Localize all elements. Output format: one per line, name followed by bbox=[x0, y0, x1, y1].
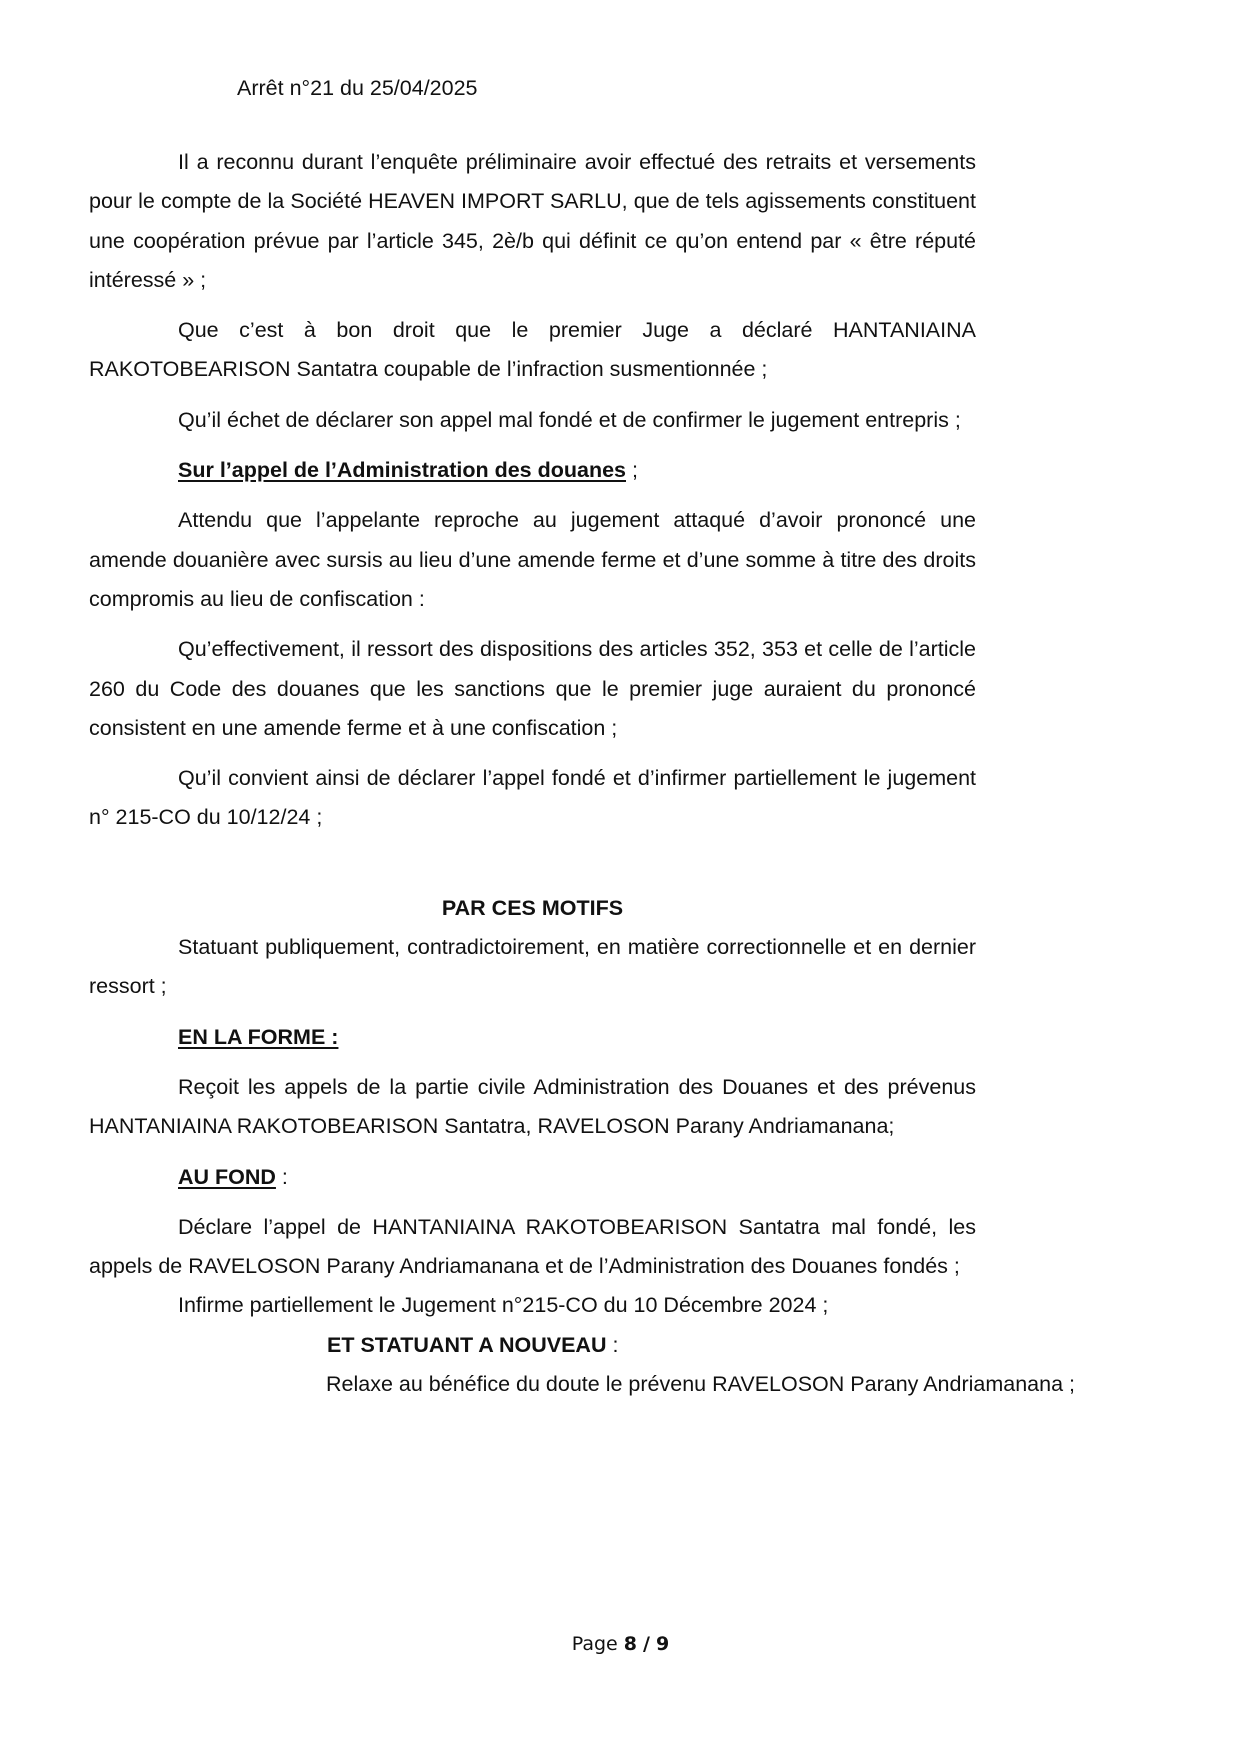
fond-heading-suffix: : bbox=[275, 1164, 288, 1189]
page-label: Page bbox=[571, 1633, 618, 1655]
arret-reference: Arrêt n°21 du 25/04/2025 bbox=[237, 76, 478, 100]
document-body bbox=[89, 143, 1075, 1404]
page-number bbox=[0, 1632, 1241, 1656]
douanes-heading-text: Sur l’appel de l’Administration des douanes bbox=[178, 458, 626, 483]
page-current: 8 bbox=[623, 1633, 637, 1655]
nouveau-heading-suffix: : bbox=[606, 1332, 619, 1357]
paragraph-relaxe: Relaxe au bénéfice du doute le prévenu RAVELOSON Parany Andriamanana ; bbox=[326, 1372, 1075, 1397]
paragraph-enquete: Il a reconnu durant l’enquête préliminaire avoir effectué des retraits et versements pour le compte de la Société HEAVEN IMPORT SARLU, que de tels agissements constituent une coopération prévue par l’article 345, 2è/b qui définit ce qu’on entend par « être réputé intéressé » ; bbox=[89, 150, 976, 292]
page-total: 9 bbox=[656, 1633, 670, 1655]
section-heading-fond bbox=[89, 1158, 976, 1197]
paragraph-appel-mal-fonde: Qu’il échet de déclarer son appel mal fondé et de confirmer le jugement entrepris ; bbox=[178, 407, 961, 432]
douanes-heading-suffix: ; bbox=[626, 458, 638, 483]
section-heading-forme bbox=[89, 1018, 976, 1057]
section-heading-nouveau bbox=[89, 1326, 976, 1365]
motifs-title: PAR CES MOTIFS bbox=[441, 895, 624, 920]
paragraph-convient: Qu’il convient ainsi de déclarer l’appel fondé et d’infirmer partiellement le jugement n° 215-CO du 10/12/24 ; bbox=[89, 766, 976, 830]
paragraph-declare: Déclare l’appel de HANTANIAINA RAKOTOBEARISON Santatra mal fondé, les appels de RAVELOSON Parany Andriamanana et de l’Administration des Douanes fondés ; bbox=[89, 1214, 976, 1279]
paragraph-effectivement: Qu’effectivement, il ressort des dispositions des articles 352, 353 et celle de l’article 260 du Code des douanes que les sanctions que le premier juge auraient du prononcé consistent en une amende ferme et à une confiscation ; bbox=[89, 637, 976, 740]
paragraph-statuant: Statuant publiquement, contradictoirement, en matière correctionnelle et en dernier ressort ; bbox=[89, 935, 976, 999]
paragraph-infirme: Infirme partiellement le Jugement n°215-CO du 10 Décembre 2024 ; bbox=[178, 1293, 829, 1318]
fond-heading-text: AU FOND bbox=[178, 1164, 276, 1189]
section-heading-douanes bbox=[89, 451, 976, 490]
paragraph-attendu: Attendu que l’appelante reproche au jugement attaqué d’avoir prononcé une amende douanière avec sursis au lieu d’une amende ferme et d’une somme à titre des droits compromis au lieu de confiscation : bbox=[89, 508, 976, 611]
section-spacer bbox=[89, 849, 976, 889]
page-separator: / bbox=[643, 1633, 650, 1655]
nouveau-heading-text: ET STATUANT A NOUVEAU bbox=[327, 1332, 607, 1357]
forme-heading-text: EN LA FORME : bbox=[178, 1024, 339, 1049]
paragraph-recoit: Reçoit les appels de la partie civile Administration des Douanes et des prévenus HANTANIAINA RAKOTOBEARISON Santatra, RAVELOSON Parany Andriamanana; bbox=[89, 1074, 976, 1139]
paragraph-bon-droit: Que c’est à bon droit que le premier Juge a déclaré HANTANIAINA RAKOTOBEARISON Santatra coupable de l’infraction susmentionnée ; bbox=[89, 318, 976, 382]
